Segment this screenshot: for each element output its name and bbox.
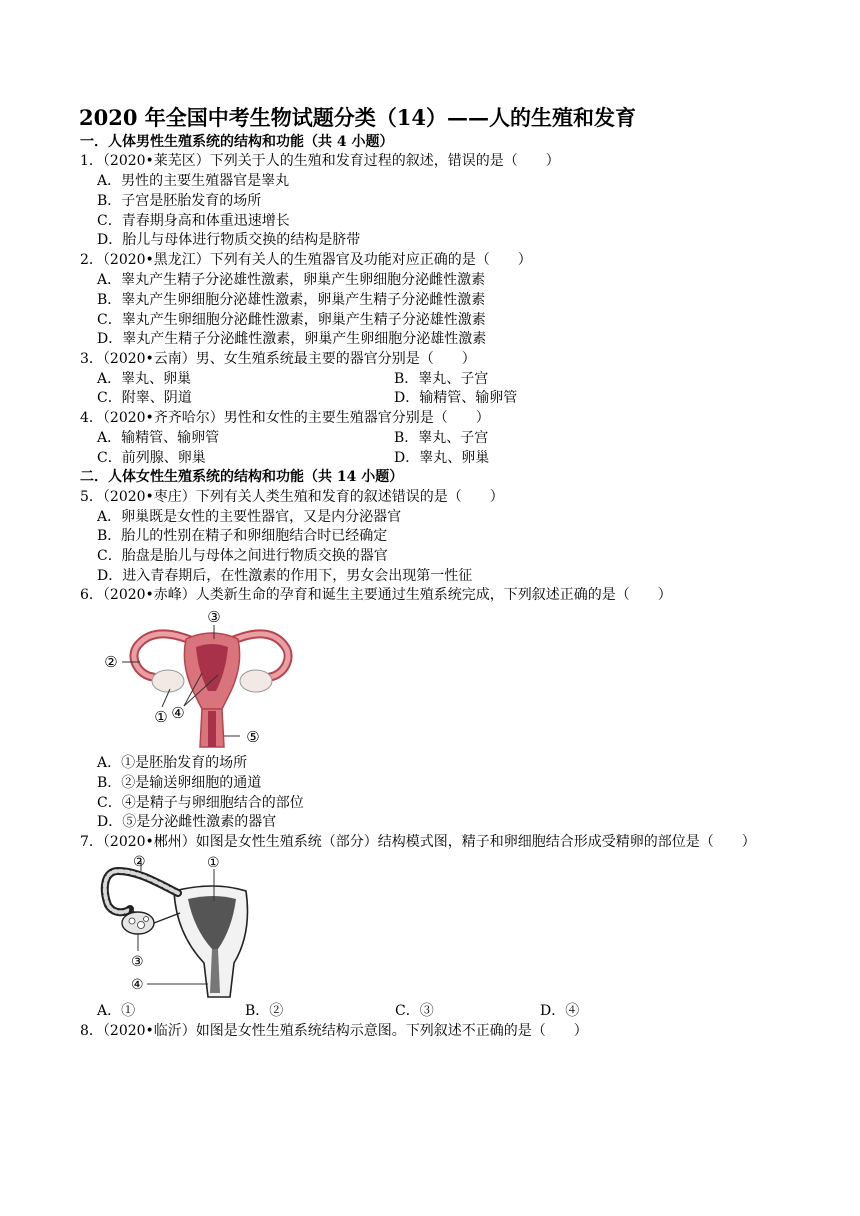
question-4-option-d: D．睾丸、卵巢 <box>394 450 490 466</box>
question-8-stem: 8．（2020•临沂）如图是女性生殖系统结构示意图。下列叙述不正确的是（ ） <box>80 1023 588 1039</box>
question-5-option-a: A．卵巢既是女性的主要性器官，又是内分泌器官 <box>97 509 402 525</box>
label-4: ④ <box>131 977 144 993</box>
question-7-option-b: B．② <box>245 1003 284 1019</box>
section-heading-1: 一．人体男性生殖系统的结构和功能（共 4 小题） <box>80 134 394 150</box>
question-2-stem: 2．（2020•黑龙江）下列有关人的生殖器官及功能对应正确的是（ ） <box>80 252 532 268</box>
question-2-option-c: C．睾丸产生卵细胞分泌雌性激素，卵巢产生精子分泌雄性激素 <box>97 312 486 328</box>
question-1-option-b: B．子宫是胚胎发育的场所 <box>97 193 262 209</box>
question-2-option-d: D．睾丸产生精子分泌雌性激素，卵巢产生卵细胞分泌雄性激素 <box>97 331 487 347</box>
question-4-option-a: A．输精管、输卵管 <box>97 430 220 446</box>
right-ovary <box>240 670 272 692</box>
label-5: ⑤ <box>246 728 260 746</box>
question-6-stem: 6．（2020•赤峰）人类新生命的孕育和诞生主要通过生殖系统完成，下列叙述正确的是（ ） <box>80 587 672 603</box>
question-7-stem: 7．（2020•郴州）如图是女性生殖系统（部分）结构模式图，精子和卵细胞结合形成受精卵的部位是（ ） <box>80 834 756 850</box>
question-6-option-d: D．⑤是分泌雌性激素的器官 <box>97 814 277 830</box>
question-7-option-a: A．① <box>97 1003 136 1019</box>
question-5-stem: 5．（2020•枣庄）下列有关人类生殖和发育的叙述错误的是（ ） <box>80 489 504 505</box>
question-1-option-d: D．胎儿与母体进行物质交换的结构是脐带 <box>97 232 361 248</box>
question-3-option-a: A．睾丸、卵巢 <box>97 371 192 387</box>
uterus-diagram-colored <box>98 605 320 753</box>
label-1: ① <box>207 855 220 871</box>
page-title: 2020 年全国中考生物试题分类（14）——人的生殖和发育 <box>79 105 636 130</box>
question-5-option-b: B．胎儿的性别在精子和卵细胞结合时已经确定 <box>97 528 388 544</box>
question-6-option-c: C．④是精子与卵细胞结合的部位 <box>97 795 304 811</box>
question-7-option-c: C．③ <box>395 1003 434 1019</box>
question-3-option-d: D．输精管、输卵管 <box>394 390 518 406</box>
question-5-option-d: D．进入青春期后，在性激素的作用下，男女会出现第一性征 <box>97 568 473 584</box>
label-2: ② <box>104 653 118 671</box>
question-4-stem: 4．（2020•齐齐哈尔）男性和女性的主要生殖器官分别是（ ） <box>80 410 490 426</box>
question-7-option-d: D．④ <box>540 1003 580 1019</box>
question-6-option-b: B．②是输送卵细胞的通道 <box>97 775 262 791</box>
question-4-option-b: B．睾丸、子宫 <box>394 430 489 446</box>
question-1-stem: 1．（2020•莱芜区）下列关于人的生殖和发育过程的叙述，错误的是（ ） <box>80 153 560 169</box>
question-3-option-c: C．附睾、阴道 <box>97 390 192 406</box>
section-heading-2: 二．人体女性生殖系统的结构和功能（共 14 小题） <box>80 469 404 485</box>
left-ovary <box>152 670 184 692</box>
label-2: ② <box>133 854 146 870</box>
question-3-option-b: B．睾丸、子宫 <box>394 371 489 387</box>
question-5-option-c: C．胎盘是胎儿与母体之间进行物质交换的器官 <box>97 548 388 564</box>
label-3: ③ <box>131 954 144 970</box>
question-3-stem: 3．（2020•云南）男、女生殖系统最主要的器官分别是（ ） <box>80 351 476 367</box>
question-6-option-a: A．①是胚胎发育的场所 <box>97 755 248 771</box>
question-2-option-a: A．睾丸产生精子分泌雄性激素，卵巢产生卵细胞分泌雌性激素 <box>97 272 486 288</box>
question-1-option-c: C．青春期身高和体重迅速增长 <box>97 213 290 229</box>
label-4: ④ <box>171 704 185 722</box>
question-1-option-a: A．男性的主要生殖器官是睾丸 <box>97 173 290 189</box>
label-3: ③ <box>207 608 221 626</box>
label-1: ① <box>154 708 168 726</box>
question-4-option-c: C．前列腺、卵巢 <box>97 450 206 466</box>
question-2-option-b: B．睾丸产生卵细胞分泌雄性激素，卵巢产生精子分泌雌性激素 <box>97 292 486 308</box>
uterus-diagram-sketch <box>96 853 256 1001</box>
